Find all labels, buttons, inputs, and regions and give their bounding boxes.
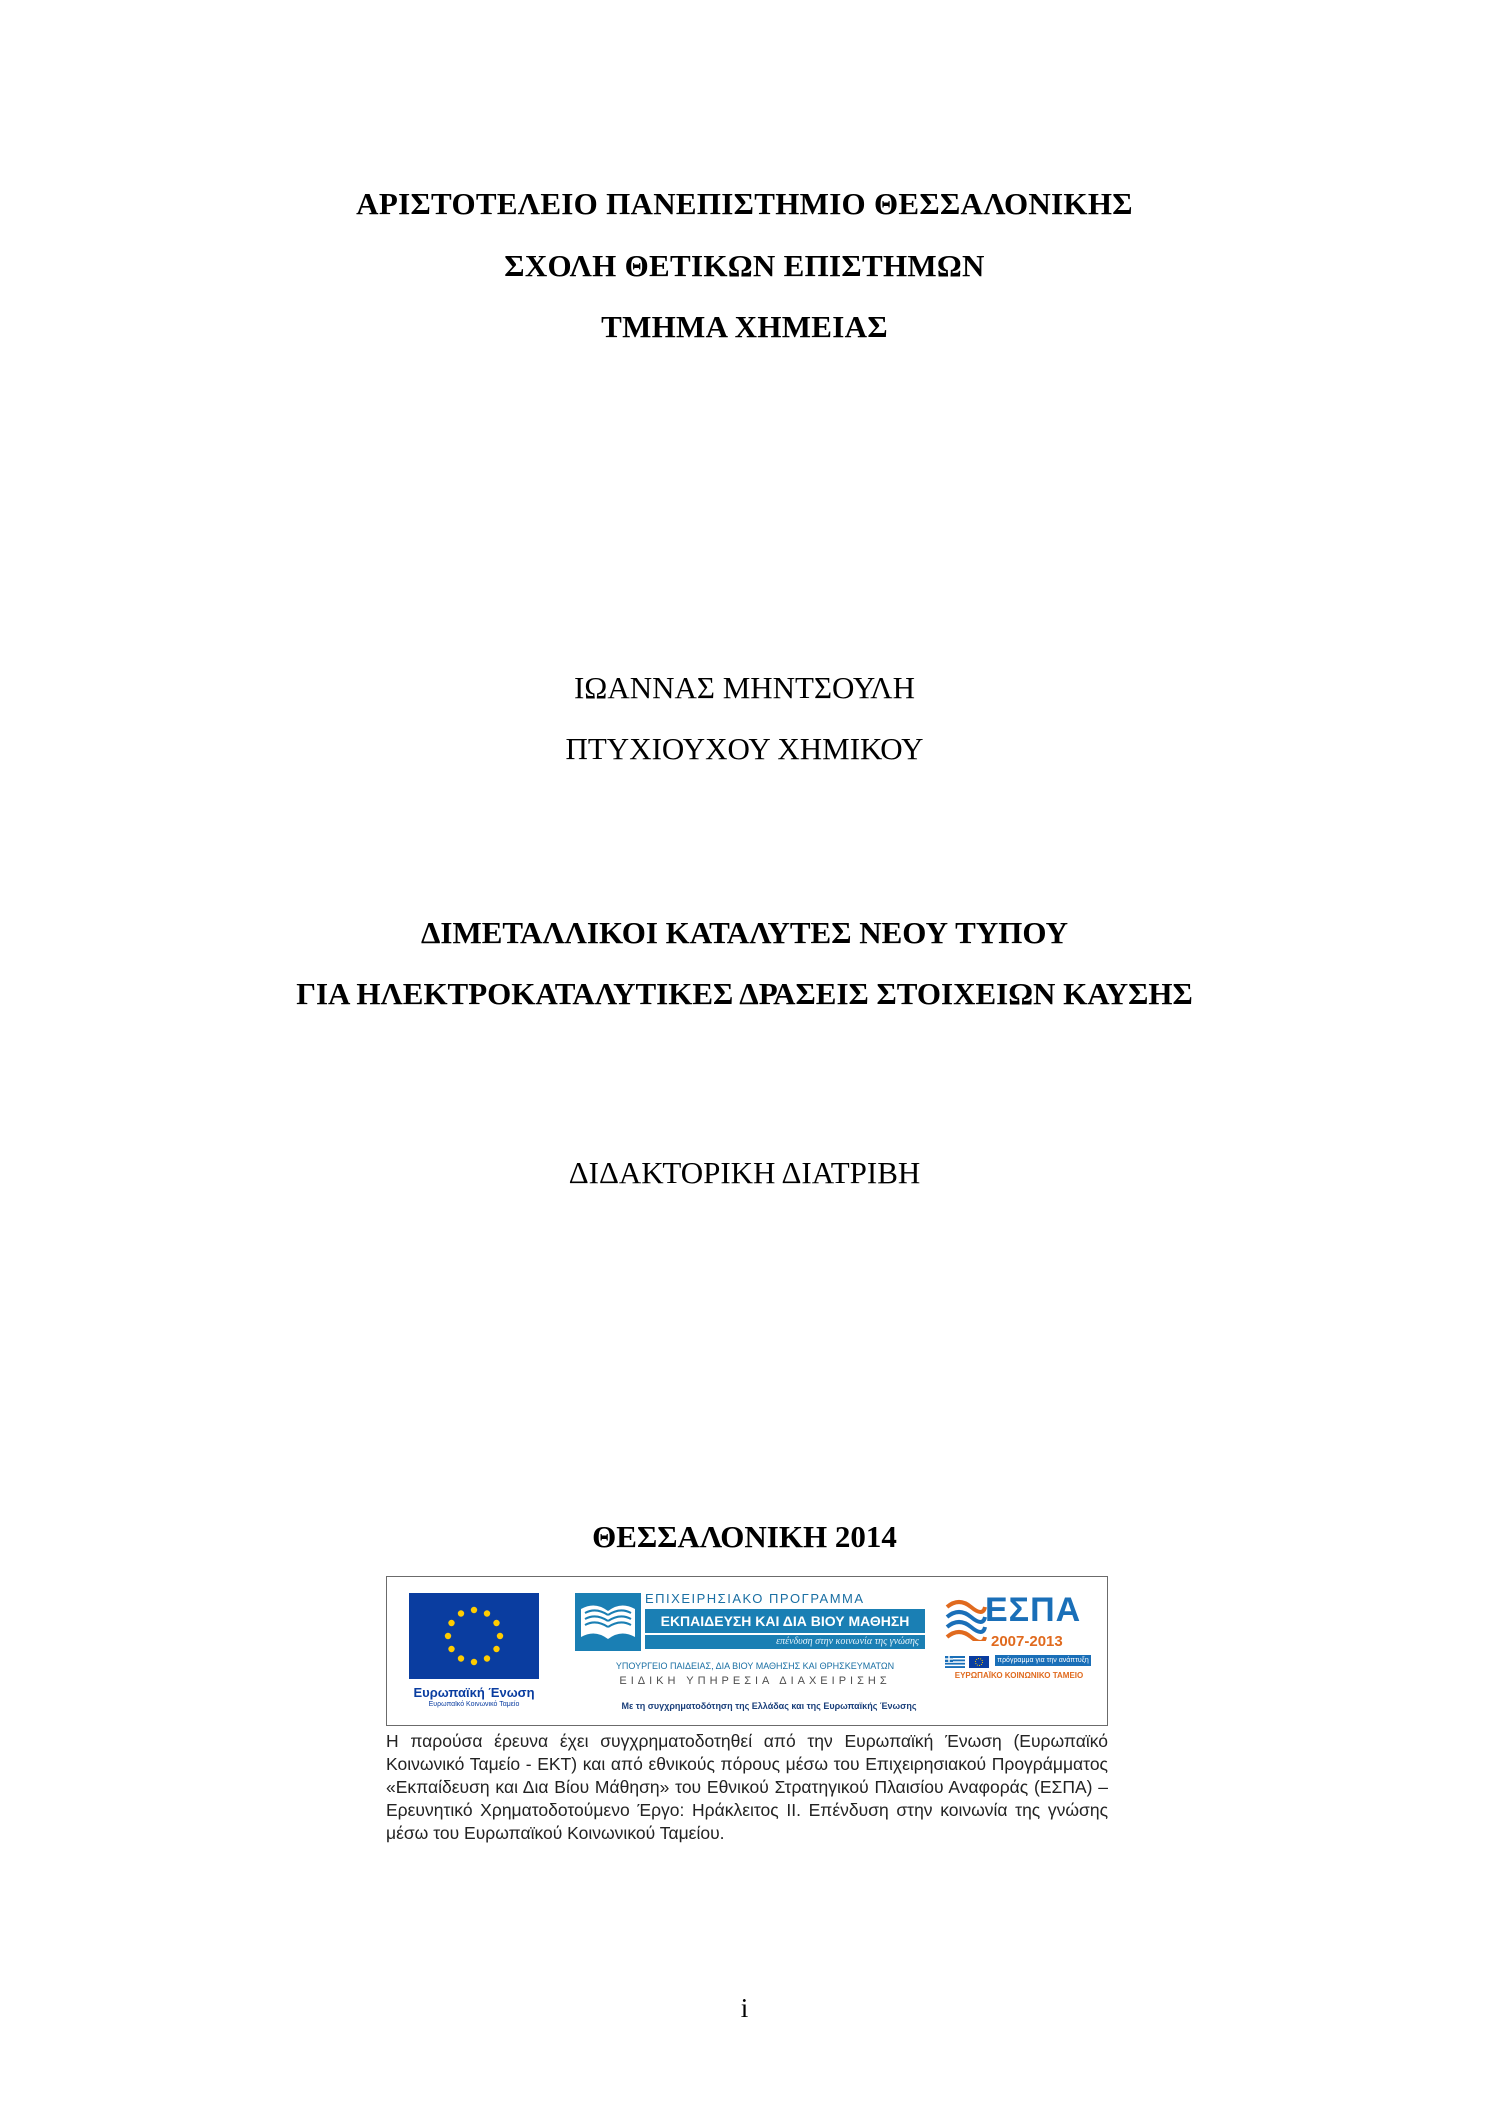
document-type: ΔΙΔΑΚΤΟΡΙΚΗ ΔΙΑΤΡΙΒΗ xyxy=(568,1155,921,1190)
funding-logos-banner xyxy=(386,1576,1108,1726)
eu-flag-icon xyxy=(409,1593,539,1679)
department-name: ΤΜΗΜΑ ΧΗΜΕΙΑΣ xyxy=(601,309,888,344)
thesis-title-line-2: ΓΙΑ ΗΛΕΚΤΡΟΚΑΤΑΛΥΤΙΚΕΣ ΔΡΑΣΕΙΣ ΣΤΟΙΧΕΙΩΝ ΚΑΥΣΗΣ xyxy=(296,976,1193,1011)
author-name: ΙΩΑΝΝΑΣ ΜΗΝΤΣΟΥΛΗ xyxy=(573,670,916,705)
program-header: ΕΠΙΧΕΙΡΗΣΙΑΚΟ ΠΡΟΓΡΑΜΜΑ xyxy=(645,1591,865,1606)
cofunding-note: Με τη συγχρηματοδότηση της Ελλάδας και της Ευρωπαϊκής Ένωσης xyxy=(621,1701,917,1711)
place-year: ΘΕΣΣΑΛΟΝΙΚΗ 2014 xyxy=(592,1519,897,1554)
managing-agency: ΕΙΔΙΚΗ ΥΠΗΡΕΣΙΑ ΔΙΑΧΕΙΡΙΣΗΣ xyxy=(619,1675,891,1687)
eu-label: Ευρωπαϊκή Ένωση xyxy=(413,1685,535,1700)
open-book-icon xyxy=(575,1593,641,1656)
education-program-logo xyxy=(575,1587,925,1697)
author-degree: ΠΤΥΧΙΟΥΧΟΥ ΧΗΜΙΚΟΥ xyxy=(565,731,924,766)
espa-years: 2007-2013 xyxy=(991,1633,1063,1650)
eu-logo xyxy=(409,1593,539,1708)
eu-fund-label: Ευρωπαϊκό Κοινωνικό Ταμείο xyxy=(428,1701,520,1708)
page-number: i xyxy=(740,1993,749,2023)
funding-statement: Η παρούσα έρευνα έχει συγχρηματοδοτηθεί από την Ευρωπαϊκή Ένωση (Ευρωπαϊκό Κοινωνικό Ταμείο - ΕΚΤ) και από εθνικούς πόρους μέσω του Επιχειρησιακού Προγράμματος «Εκπαίδευση και Δια Βίου Μάθηση» του Εθνικού Στρατηγικού Πλαισίου Αναφοράς (ΕΣΠΑ) – Ερευνητικό Χρηματοδοτούμενο Έργο: Ηράκλειτος ΙΙ. Επένδυση στην κοινωνία της γνώσης μέσω του Ευρωπαϊκού Κοινωνικού Ταμείου. xyxy=(386,1731,1108,1843)
espa-fund-label: ΕΥΡΩΠΑΪΚΟ ΚΟΙΝΩΝΙΚΟ ΤΑΜΕΙΟ xyxy=(954,1671,1084,1680)
school-name: ΣΧΟΛΗ ΘΕΤΙΚΩΝ ΕΠΙΣΤΗΜΩΝ xyxy=(504,248,985,283)
espa-name: ΕΣΠΑ xyxy=(985,1591,1082,1629)
espa-logo xyxy=(939,1591,1099,1701)
program-slogan: επένδυση στην κοινωνία της γνώσης xyxy=(645,1635,925,1649)
espa-waves-icon xyxy=(945,1597,987,1646)
ministry-name: ΥΠΟΥΡΓΕΙΟ ΠΑΙΔΕΙΑΣ, ΔΙΑ ΒΙΟΥ ΜΑΘΗΣΗΣ ΚΑΙ ΘΡΗΣΚΕΥΜΑΤΩΝ xyxy=(615,1661,895,1671)
thesis-title-line-1: ΔΙΜΕΤΑΛΛΙΚΟΙ ΚΑΤΑΛΥΤΕΣ ΝΕΟΥ ΤΥΠΟΥ xyxy=(420,915,1069,950)
espa-program-label: πρόγραμμα για την ανάπτυξη xyxy=(995,1655,1091,1666)
university-name: ΑΡΙΣΤΟΤΕΛΕΙΟ ΠΑΝΕΠΙΣΤΗΜΙΟ ΘΕΣΣΑΛΟΝΙΚΗΣ xyxy=(356,186,1133,221)
program-name: ΕΚΠΑΙΔΕΥΣΗ ΚΑΙ ΔΙΑ ΒΙΟΥ ΜΑΘΗΣΗ xyxy=(645,1609,925,1633)
